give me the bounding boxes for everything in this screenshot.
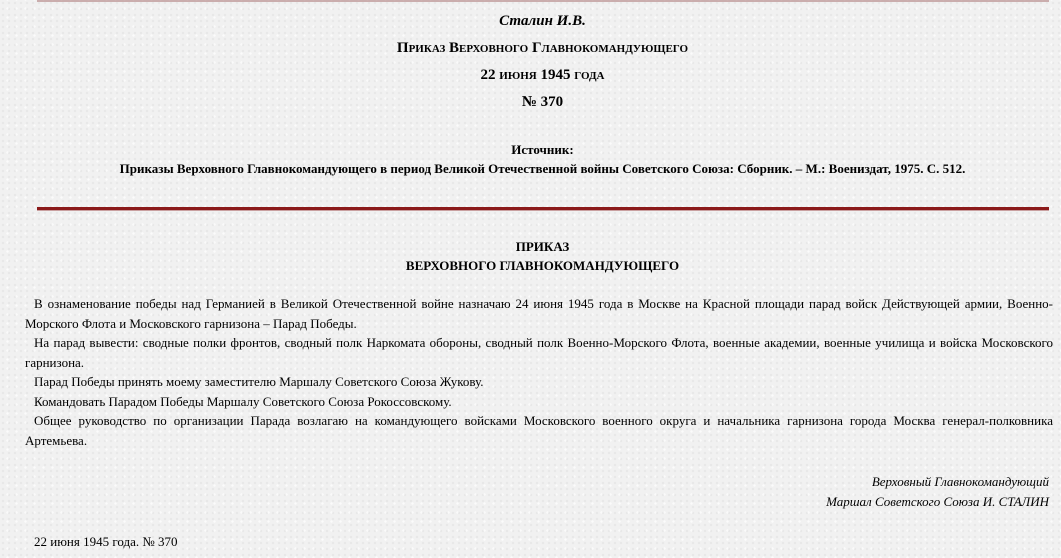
order-heading-line2: ВЕРХОВНОГО ГЛАВНОКОМАНДУЮЩЕГО <box>405 258 680 273</box>
order-heading <box>0 237 1061 275</box>
footer-date-number: 22 июня 1945 года. № 370 <box>34 534 178 549</box>
order-paragraph: Общее руководство по организации Парада возлагаю на командующего войсками Московского военного округа и начальника гарнизона города Москва генерал-полковника Артемьева. <box>25 413 1053 448</box>
order-paragraph: На парад вывести: сводные полки фронтов, сводный полк Наркомата обороны, сводный полк Военно-Морского Флота, военные академии, военные училища и войска Московского гарнизона. <box>25 335 1053 370</box>
author-name: Сталин И.В. <box>499 13 586 29</box>
signature-block <box>826 472 1049 511</box>
section-divider <box>37 207 1049 210</box>
document-number: № 370 <box>521 94 564 110</box>
order-paragraph: Парад Победы принять моему заместителю Маршалу Советского Союза Жукову. <box>34 374 484 389</box>
signature-name: Маршал Советского Союза И. СТАЛИН <box>826 493 1049 509</box>
source-label: Источник: <box>511 142 574 157</box>
source-block <box>30 140 1055 178</box>
order-paragraph: Командовать Парадом Победы Маршалу Советского Союза Рокоссовскому. <box>34 393 452 409</box>
order-paragraph: В ознаменование победы над Германией в Великой Отечественной войне назначаю 24 июня 1945 года в Москве на Красной площади парад войск Действующей армии, Военно-Морского Флота и Московского гарнизона – Парад Победы. <box>25 296 1053 331</box>
signature-title: Верховный Главнокомандующий <box>871 474 1049 489</box>
source-citation: Приказы Верховного Главнокомандующего в период Великой Отечественной войны Советского Союза: Сборник. – М.: Воениздат, 1975. С. 512. <box>119 161 966 176</box>
top-border-rule <box>37 0 1049 2</box>
document-title: Приказ Верховного Главнокомандующего <box>396 40 689 56</box>
order-heading-line1: ПРИКАЗ <box>515 239 570 254</box>
order-body <box>25 294 1053 450</box>
document-header <box>0 11 1061 112</box>
document-date: 22 июня 1945 года <box>480 67 605 83</box>
